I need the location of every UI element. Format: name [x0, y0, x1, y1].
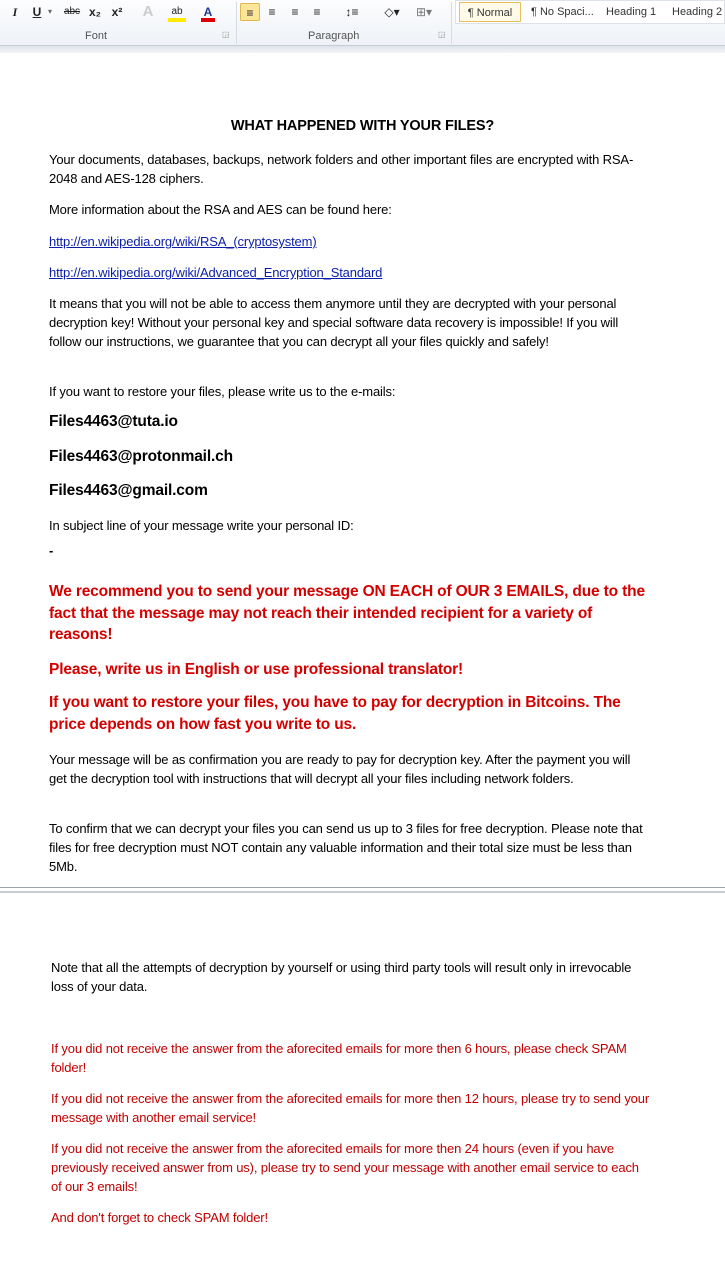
ribbon-separator: [0, 46, 725, 53]
paragraph-dialog-launcher-icon[interactable]: ◲: [438, 30, 446, 39]
red-note: If you did not receive the answer from the aforecited emails for more then 6 hours, please check SPAM folder!: [51, 1041, 627, 1075]
subscript-button[interactable]: x₂: [88, 5, 101, 19]
justify-button[interactable]: ≡: [313, 5, 321, 19]
red-note: If you did not receive the answer from the aforecited emails for more then 24 hours (even if you have previously received answer from us), please try to send your message with another email service to each of our 3 emails!: [51, 1141, 639, 1194]
paragraph: In subject line of your message write your personal ID:: [49, 518, 354, 533]
email-1: Files4463@tuta.io: [49, 413, 178, 430]
align-right-button[interactable]: ≡: [291, 5, 299, 19]
paragraph-group-label: Paragraph: [308, 30, 360, 42]
aes-link[interactable]: http://en.wikipedia.org/wiki/Advanced_Encryption_Standard: [49, 265, 383, 280]
red-note: And don't forget to check SPAM folder!: [51, 1210, 268, 1225]
borders-icon[interactable]: ⊞▾: [415, 5, 433, 19]
style-heading-1[interactable]: Heading 1: [606, 6, 657, 18]
paragraph: To confirm that we can decrypt your files you can send us up to 3 files for free decryption. Please note that files for free decryption must NOT contain any valuable information and their total size must be less than 5Mb.: [49, 821, 643, 874]
font-color-icon[interactable]: A: [201, 3, 215, 22]
style-normal[interactable]: ¶ Normal: [459, 2, 521, 22]
style-no-spacing[interactable]: ¶ No Spaci...: [531, 6, 594, 18]
align-left-button[interactable]: ≡: [240, 3, 260, 21]
align-center-button[interactable]: ≡: [268, 5, 276, 19]
paragraph: Your message will be as confirmation you are ready to pay for decryption key. After the payment you will get the decryption tool with instructions that will decrypt all your files including network folders.: [49, 752, 631, 786]
red-warning: Please, write us in English or use professional translator!: [49, 661, 464, 678]
style-heading-2[interactable]: Heading 2: [672, 6, 723, 18]
highlight-icon[interactable]: ab: [168, 3, 186, 22]
line-spacing-icon[interactable]: ↕≡: [345, 5, 359, 19]
font-group-label: Font: [85, 30, 108, 42]
paragraph: It means that you will not be able to access them anymore until they are decrypted with your personal decryption key! Without your personal key and special software data recovery is impossible! If you will follow our instructions, we guarantee that you can decrypt all your files quickly and safely!: [49, 296, 619, 349]
strikethrough-button[interactable]: abc: [63, 6, 81, 17]
email-3: Files4463@gmail.com: [49, 482, 208, 499]
italic-button[interactable]: I: [12, 5, 18, 19]
page-break-line: [0, 891, 725, 893]
personal-id: -: [49, 543, 54, 558]
styles-gallery: [455, 0, 725, 24]
red-note: If you did not receive the answer from the aforecited emails for more then 12 hours, please try to send your message with another email service!: [51, 1091, 650, 1125]
red-warning: We recommend you to send your message ON EACH of OUR 3 EMAILS, due to the fact that the message may not reach their intended recipient for a variety of reasons!: [49, 583, 645, 643]
page-break-line: [0, 887, 725, 888]
paragraph: Your documents, databases, backups, network folders and other important files are encrypted with RSA-2048 and AES-128 ciphers.: [49, 152, 634, 186]
paragraph: Note that all the attempts of decryption by yourself or using third party tools will result only in irrevocable loss of your data.: [51, 960, 632, 994]
rsa-link[interactable]: http://en.wikipedia.org/wiki/RSA_(cryptosystem): [49, 234, 317, 249]
paragraph: If you want to restore your files, please write us to the e-mails:: [49, 384, 396, 399]
red-warning: If you want to restore your files, you have to pay for decryption in Bitcoins. The price depends on how fast you write to us.: [49, 694, 621, 733]
text-effects-icon[interactable]: A: [142, 3, 154, 20]
email-2: Files4463@protonmail.ch: [49, 448, 233, 465]
superscript-button[interactable]: x²: [111, 5, 123, 19]
font-dialog-launcher-icon[interactable]: ◲: [222, 30, 230, 39]
underline-dropdown-icon[interactable]: ▾: [47, 7, 52, 16]
shading-icon[interactable]: ◇▾: [384, 5, 400, 19]
paragraph: More information about the RSA and AES can be found here:: [49, 202, 392, 217]
underline-button[interactable]: U: [32, 5, 42, 19]
ribbon: [0, 0, 725, 46]
document-title: WHAT HAPPENED WITH YOUR FILES?: [230, 118, 495, 134]
